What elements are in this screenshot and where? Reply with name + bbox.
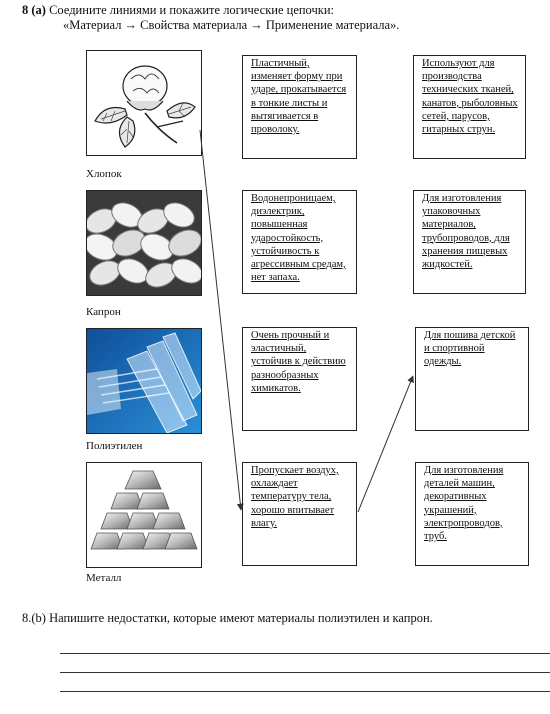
answer-line[interactable] — [60, 672, 550, 673]
application-box-cotton[interactable] — [415, 327, 529, 431]
property-text: Водонепроницаем, диэлектрик, повышенная ударостойкость, устойчивость к агрессивным средам, нет запаха. — [251, 193, 346, 284]
answer-line[interactable] — [60, 691, 550, 692]
property-box-polyethylene[interactable] — [242, 190, 357, 294]
question-8b-text: (b) Напишите недостатки, которые имеют материалы полиэтилен и капрон. — [31, 611, 433, 625]
cotton-image — [86, 50, 202, 156]
property-box-cotton[interactable] — [242, 462, 357, 566]
question-chain-text: «Материал → Свойства материала → Применение материала». — [63, 18, 400, 32]
answer-line[interactable] — [60, 653, 550, 654]
question-number: 8 (a) — [22, 3, 46, 17]
material-label-nylon: Капрон — [86, 306, 121, 318]
question-instruction: Соедините линиями и покажите логические цепочки: — [49, 3, 335, 17]
property-text: Очень прочный и эластичный, устойчив к действию разнообразных химикатов. — [251, 330, 346, 394]
application-text: Для изготовления деталей машин, декоративных украшений, электропроводов, труб. — [424, 465, 504, 543]
property-text: Пластичный, изменяет форму при ударе, прокатывается в тонкие листы и вытягивается в проволоку. — [251, 58, 347, 136]
question-number: 8. — [22, 611, 32, 625]
application-text: Используют для производства технических тканей, канатов, рыболовных сетей, парусов, гитарных струн. — [422, 58, 518, 136]
arrow-cotton-to-property — [200, 130, 241, 510]
material-label-metal: Металл — [86, 572, 122, 584]
metal-ingots-image — [86, 462, 202, 568]
question-8b — [22, 611, 433, 626]
arrow-property-to-application — [358, 376, 413, 512]
polyethylene-image — [86, 328, 202, 434]
material-label-cotton: Хлопок — [86, 168, 122, 180]
question-8a-heading — [22, 2, 334, 18]
application-text: Для пошива детской и спортивной одежды. — [424, 330, 516, 368]
property-box-nylon[interactable] — [242, 327, 357, 431]
application-box-metal[interactable] — [415, 462, 529, 566]
application-box-nylon[interactable] — [413, 55, 526, 159]
application-box-polyethylene[interactable] — [413, 190, 526, 294]
application-text: Для изготовления упаковочных материалов, трубопроводов, для хранения пищевых жидкостей. — [422, 193, 510, 271]
material-label-polyethylene: Полиэтилен — [86, 440, 143, 452]
nylon-rope-image — [86, 190, 202, 296]
property-box-metal[interactable] — [242, 55, 357, 159]
property-text: Пропускает воздух, охлаждает температуру тела, хорошо впитывает влагу. — [251, 465, 339, 529]
